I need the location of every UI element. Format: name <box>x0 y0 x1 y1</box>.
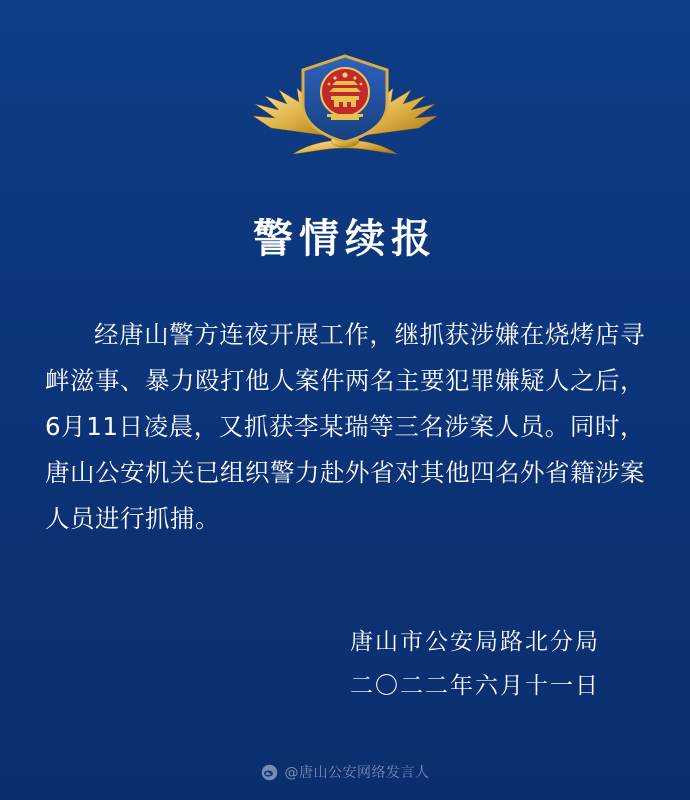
footer-watermark <box>0 762 690 782</box>
weibo-icon <box>261 764 278 781</box>
signature-block <box>350 620 600 708</box>
signature-date: 二〇二二年六月十一日 <box>350 673 600 699</box>
page-title: 警情续报 <box>253 216 437 262</box>
police-emblem <box>235 42 455 167</box>
signature-organization: 唐山市公安局路北分局 <box>350 629 600 655</box>
notice-body: 经唐山警方连夜开展工作，继抓获涉嫌在烧烤店寻衅滋事、暴力殴打他人案件两名主要犯罪嫌疑人之后，6月11日凌晨，又抓获李某瑞等三名涉案人员。同时，唐山公安机关已组织警力赴外省对其他四名外省籍涉案人员进行抓捕。 <box>45 320 645 533</box>
police-emblem-icon <box>235 42 455 167</box>
footer-account: @唐山公安网络发言人 <box>284 765 430 781</box>
